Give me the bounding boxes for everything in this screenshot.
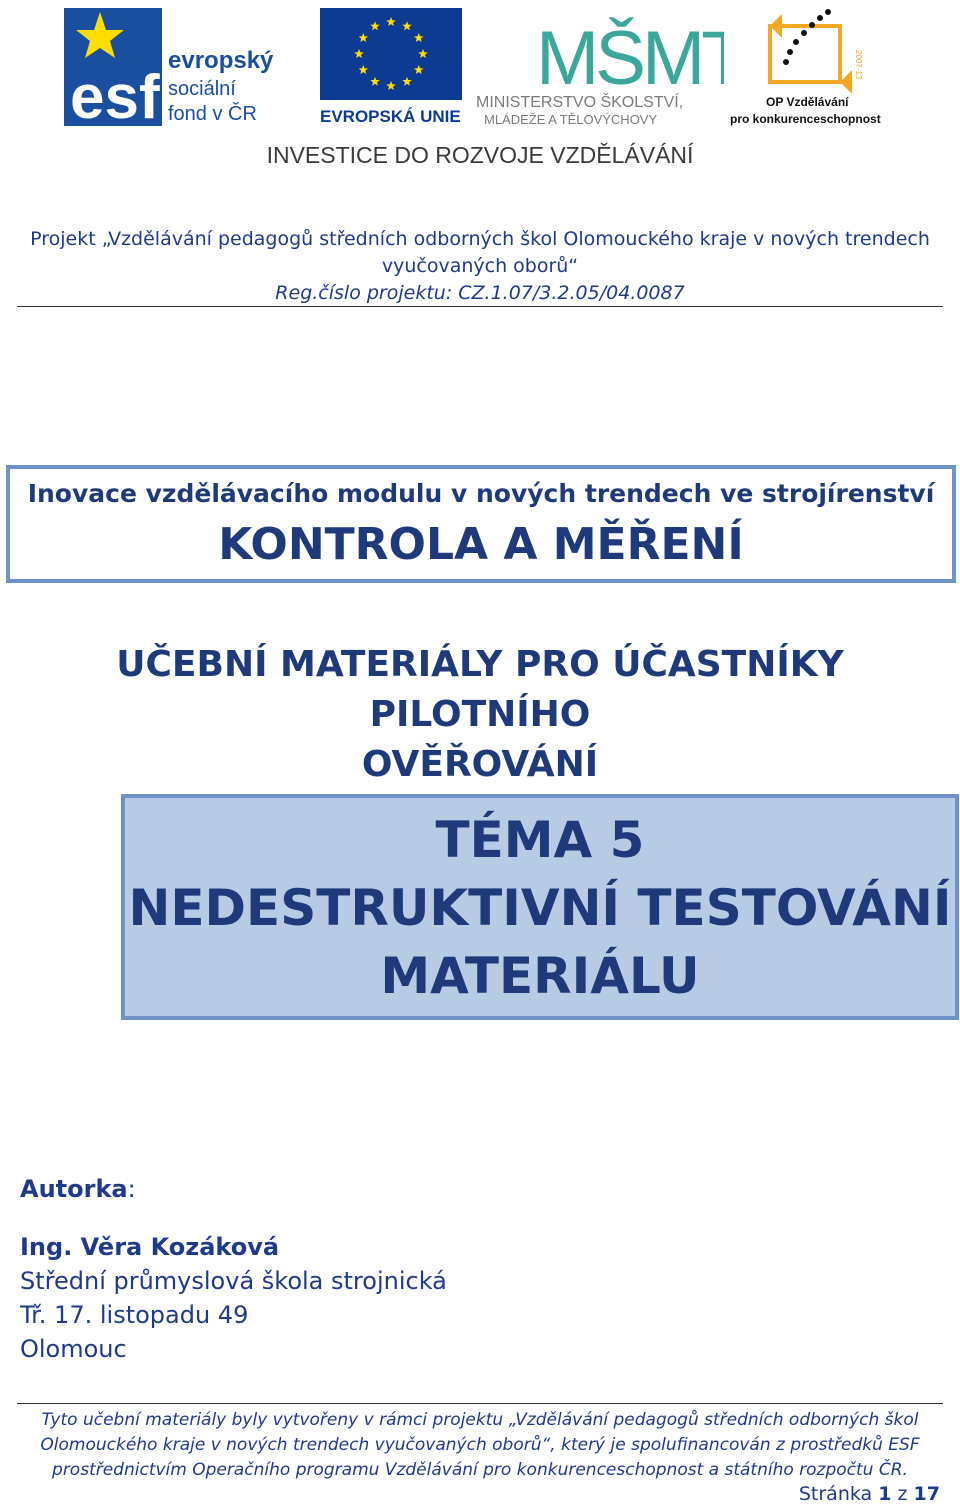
topic-line3: MATERIÁLU bbox=[380, 947, 700, 1005]
eu-logo bbox=[320, 8, 466, 128]
esf-line2: sociální bbox=[168, 78, 236, 100]
author-label: Autorka bbox=[20, 1175, 128, 1203]
topic-line1: TÉMA 5 bbox=[435, 811, 645, 869]
project-reg: Reg.číslo projektu: CZ.1.07/3.2.05/04.0087 bbox=[275, 282, 685, 304]
module-subtitle: Inovace vzdělávacího modulu v nových trendech ve strojírenství bbox=[27, 479, 935, 508]
esf-line3: fond v ČR bbox=[168, 103, 257, 125]
page-number bbox=[799, 1483, 940, 1505]
eu-caption: EVROPSKÁ UNIE bbox=[320, 107, 461, 126]
author-street: Tř. 17. listopadu 49 bbox=[20, 1301, 249, 1329]
project-line1: Projekt „Vzdělávání pedagogů středních odborných škol Olomouckého kraje v nových trendech bbox=[30, 228, 930, 250]
author-name: Ing. Věra Kozáková bbox=[20, 1233, 280, 1261]
project-info bbox=[0, 226, 960, 307]
footer-line3: prostřednictvím Operačního programu Vzdělávání pro konkurenceschopnost a státního rozpočtu ČR. bbox=[52, 1460, 908, 1480]
footer-line1: Tyto učební materiály byly vytvořeny v rámci projektu „Vzdělávání pedagogů středních odborných škol bbox=[41, 1410, 919, 1430]
materials-heading bbox=[0, 640, 960, 790]
module-title: KONTROLA A MĚŘENÍ bbox=[218, 519, 744, 570]
op-years: 2007-13 bbox=[854, 50, 863, 80]
footer-line2: Olomouckého kraje v nových trendech vyučovaných oborů“, který je spolufinancován z prostředků ESF bbox=[40, 1435, 920, 1455]
header-divider bbox=[17, 306, 943, 307]
investice-heading: INVESTICE DO ROZVOJE VZDĚLÁVÁNÍ bbox=[266, 142, 694, 168]
page-total: 17 bbox=[913, 1483, 940, 1505]
page-prefix: Stránka bbox=[798, 1483, 873, 1505]
topic-line2: NEDESTRUKTIVNÍ TESTOVÁNÍ bbox=[128, 879, 952, 937]
author-city: Olomouc bbox=[20, 1335, 127, 1363]
materials-line1: UČEBNÍ MATERIÁLY PRO ÚČASTNÍKY PILOTNÍHO bbox=[116, 644, 844, 735]
esf-mark: esf bbox=[70, 63, 160, 128]
page-current: 1 bbox=[878, 1483, 892, 1505]
op-logo bbox=[730, 6, 890, 128]
topic-box bbox=[121, 794, 959, 1020]
esf-logo bbox=[64, 8, 309, 128]
author-colon: : bbox=[127, 1175, 136, 1203]
footer-divider bbox=[17, 1403, 943, 1404]
msmt-line1: MINISTERSTVO ŠKOLSTVÍ, bbox=[476, 94, 684, 111]
materials-line2: OVĚŘOVÁNÍ bbox=[361, 744, 599, 785]
op-line2: pro konkurenceschopnost bbox=[730, 112, 881, 126]
msmt-line2: MLÁDEŽE A TĚLOVÝCHOVY bbox=[484, 112, 658, 127]
footer-text bbox=[0, 1408, 960, 1483]
project-line2: vyučovaných oborů“ bbox=[381, 255, 579, 277]
msmt-logo bbox=[474, 6, 724, 128]
author-label-line bbox=[20, 1172, 136, 1206]
module-box bbox=[6, 465, 956, 583]
page-sep: z bbox=[897, 1483, 908, 1505]
author-school: Střední průmyslová škola strojnická bbox=[20, 1267, 447, 1295]
msmt-mark: MŠMT bbox=[536, 16, 724, 101]
author-details bbox=[20, 1230, 447, 1366]
esf-line1: evropský bbox=[168, 47, 274, 74]
op-line1: OP Vzdělávání bbox=[766, 95, 849, 109]
